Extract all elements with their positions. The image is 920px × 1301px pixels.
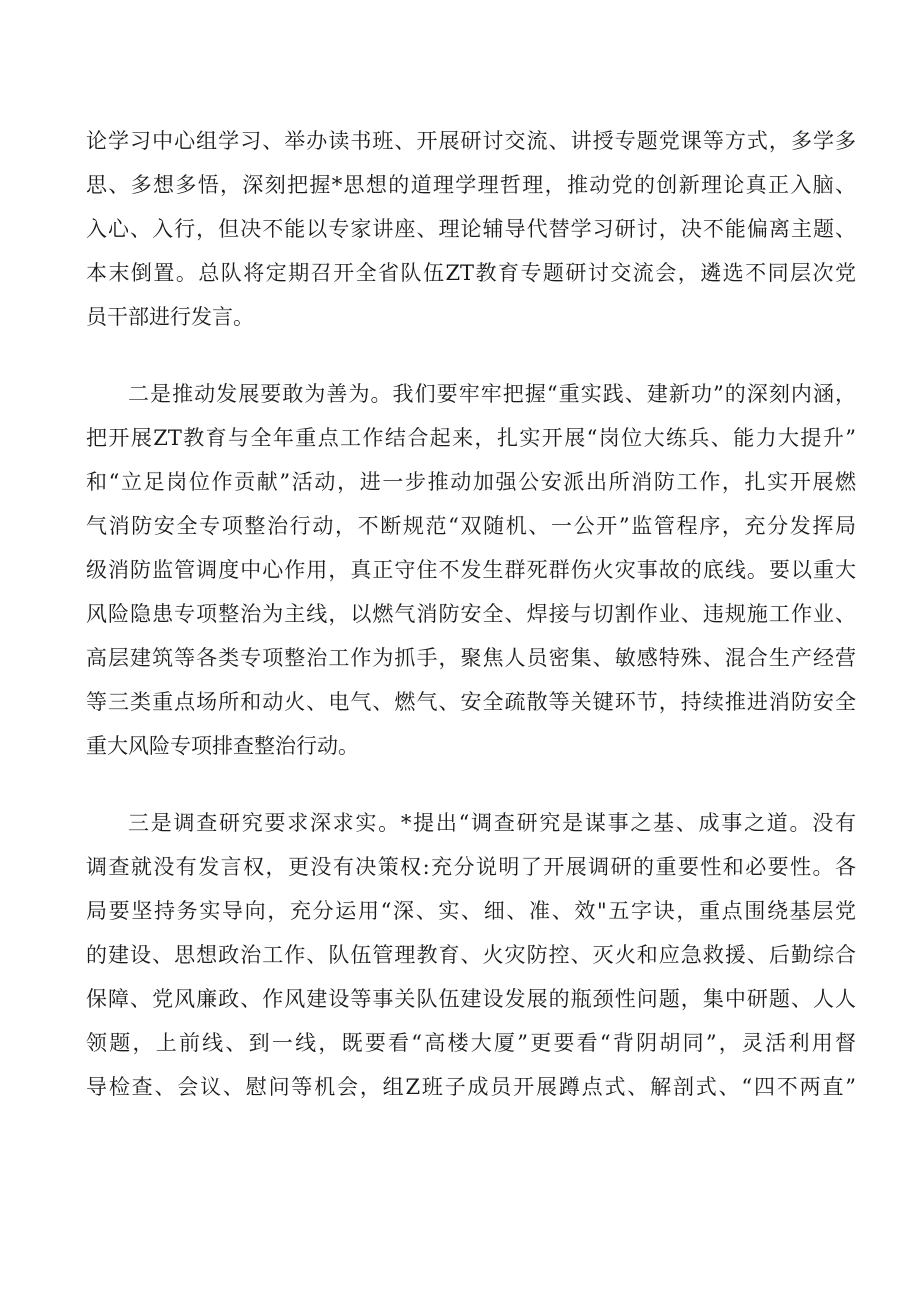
text-line: 局要坚持务实导向，充分运用“深、实、细、准、效"五字诀，重点围绕基层党 (86, 899, 856, 923)
text-line: 气消防安全专项整治行动，不断规范“双随机、一公开”监管程序，充分发挥局 (86, 514, 856, 538)
text-line: 重大风险专项排查整治行动。 (86, 734, 359, 758)
text-line: 导检查、会议、慰问等机会，组Z班子成员开展蹲点式、解剖式、“四不两直” (86, 1075, 856, 1099)
text-line: 员干部进行发言。 (86, 305, 254, 329)
text-line: 的建设、思想政治工作、队伍管理教育、火灾防控、灭火和应急救援、后勤综合 (86, 943, 856, 967)
text-line: 调查就没有发言权，更没有决策权:充分说明了开展调研的重要性和必要性。各 (86, 855, 856, 879)
text-line: 把开展ZT教育与全年重点工作结合起来，扎实开展“岗位大练兵、能力大提升” (86, 426, 856, 450)
text-line: 领题，上前线、到一线，既要看“高楼大厦”更要看“背阴胡同”，灵活利用督 (86, 1031, 856, 1055)
text-line: 和“立足岗位作贡献”活动，进一步推动加强公安派出所消防工作，扎实开展燃 (86, 470, 856, 494)
text-line: 级消防监管调度中心作用，真正守住不发生群死群伤火灾事故的底线。要以重大 (86, 558, 856, 582)
paragraph-3-first-line: 三是调查研究要求深求实。*提出“调查研究是谋事之基、成事之道。没有 (128, 811, 856, 835)
text-line: 论学习中心组学习、举办读书班、开展研讨交流、讲授专题党课等方式，多学多 (86, 129, 856, 153)
text-line: 高层建筑等各类专项整治工作为抓手，聚焦人员密集、敏感特殊、混合生产经营 (86, 646, 856, 670)
paragraph-2-first-line: 二是推动发展要敢为善为。我们要牢牢把握“重实践、建新功”的深刻内涵， (128, 382, 856, 406)
text-line: 风险隐患专项整治为主线，以燃气消防安全、焊接与切割作业、违规施工作业、 (86, 602, 856, 626)
text-line: 等三类重点场所和动火、电气、燃气、安全疏散等关键环节，持续推进消防安全 (86, 690, 856, 714)
text-line: 入心、入行，但决不能以专家讲座、理论辅导代替学习研讨，决不能偏离主题、 (86, 217, 856, 241)
text-line: 保障、党风廉政、作风建设等事关队伍建设发展的瓶颈性问题，集中研题、人人 (86, 987, 856, 1011)
text-line: 思、多想多悟，深刻把握*思想的道理学理哲理，推动党的创新理论真正入脑、 (86, 173, 856, 197)
text-line: 本末倒置。总队将定期召开全省队伍ZT教育专题研讨交流会，遴选不同层次党 (86, 261, 856, 285)
